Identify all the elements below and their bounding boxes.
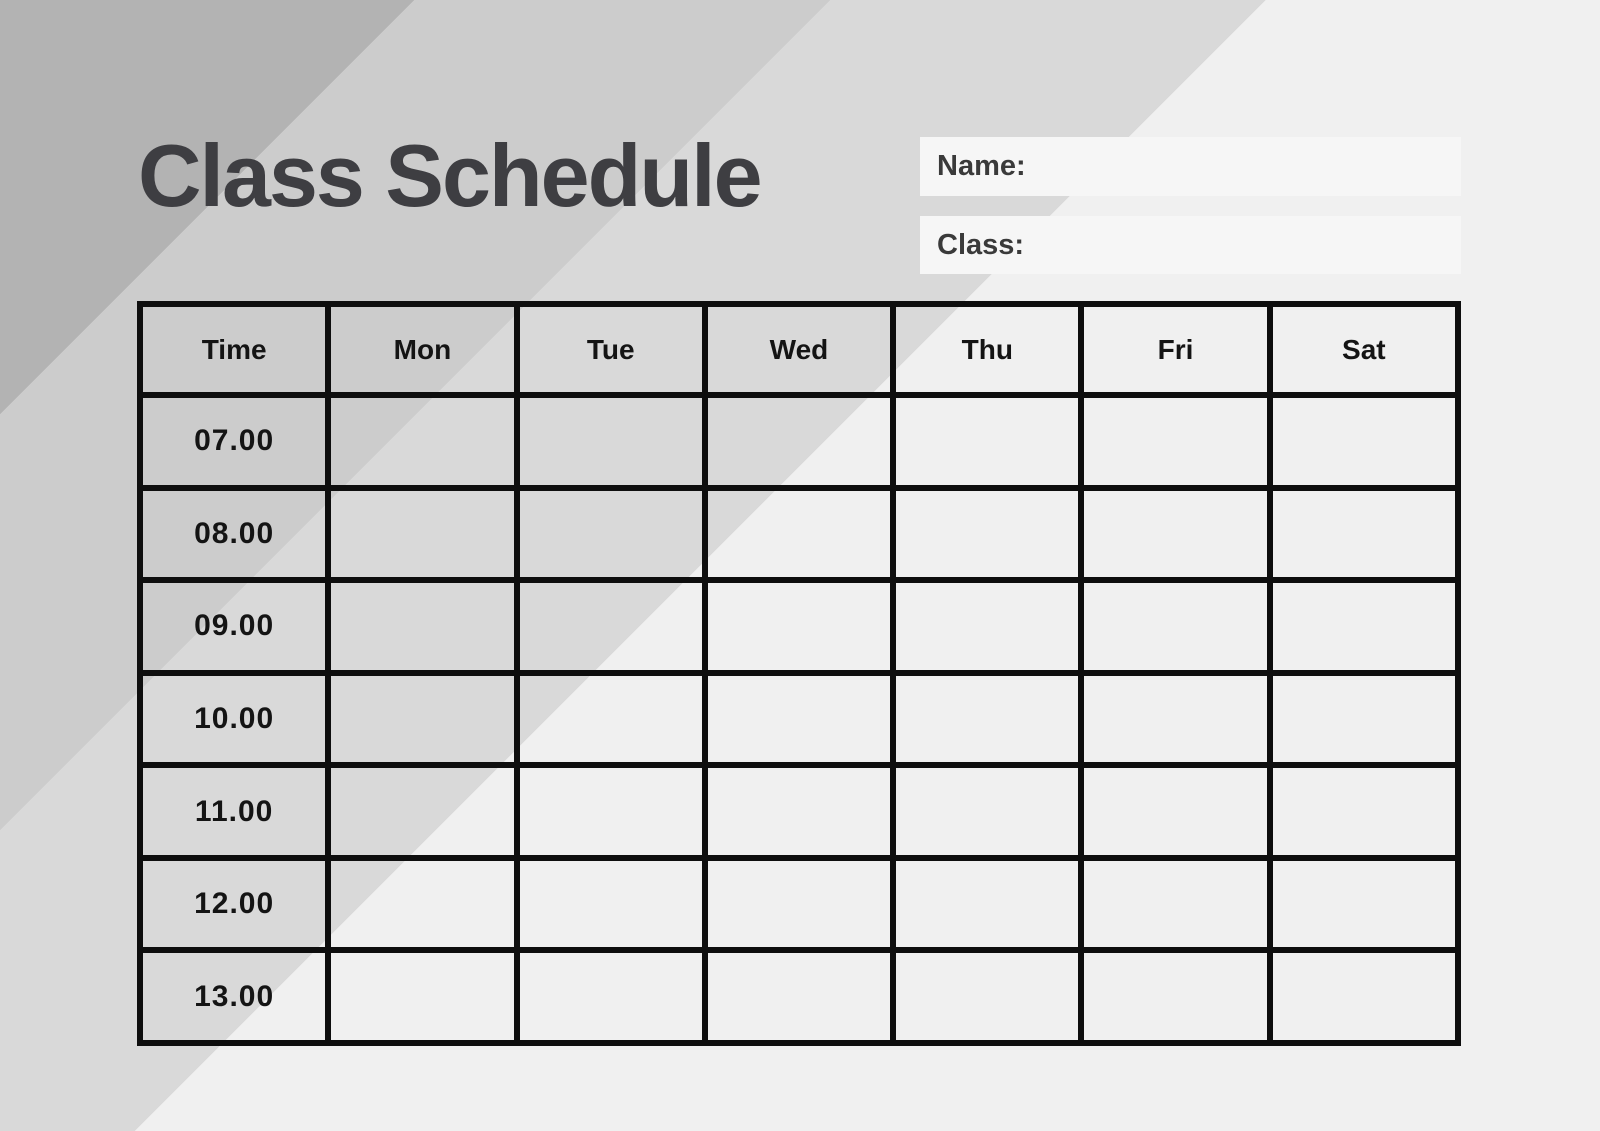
schedule-cell[interactable] <box>517 765 705 858</box>
schedule-cell[interactable] <box>893 580 1081 673</box>
schedule-cell[interactable] <box>517 488 705 581</box>
schedule-cell[interactable] <box>1270 858 1458 951</box>
col-header-sat: Sat <box>1270 304 1458 395</box>
schedule-cell[interactable] <box>328 488 516 581</box>
schedule-cell[interactable] <box>328 950 516 1043</box>
schedule-cell[interactable] <box>705 858 893 951</box>
table-row-0800 <box>140 488 1458 581</box>
time-cell: 11.00 <box>140 765 328 858</box>
schedule-cell[interactable] <box>328 858 516 951</box>
name-field-value[interactable] <box>1036 137 1461 196</box>
table-row-1000 <box>140 673 1458 766</box>
schedule-cell[interactable] <box>893 858 1081 951</box>
col-header-thu: Thu <box>893 304 1081 395</box>
schedule-cell[interactable] <box>517 673 705 766</box>
schedule-cell[interactable] <box>1270 950 1458 1043</box>
schedule-cell[interactable] <box>705 395 893 488</box>
table-row-0700 <box>140 395 1458 488</box>
name-field[interactable] <box>920 137 1461 196</box>
class-field[interactable] <box>920 216 1461 274</box>
schedule-cell[interactable] <box>328 580 516 673</box>
schedule-cell[interactable] <box>893 765 1081 858</box>
schedule-cell[interactable] <box>328 673 516 766</box>
schedule-cell[interactable] <box>328 395 516 488</box>
col-header-mon: Mon <box>328 304 516 395</box>
schedule-cell[interactable] <box>705 765 893 858</box>
schedule-cell[interactable] <box>1270 580 1458 673</box>
schedule-cell[interactable] <box>1270 488 1458 581</box>
class-field-label: Class: <box>937 228 1025 261</box>
time-cell: 07.00 <box>140 395 328 488</box>
time-cell: 12.00 <box>140 858 328 951</box>
time-cell: 10.00 <box>140 673 328 766</box>
page-title: Class Schedule <box>138 126 761 225</box>
schedule-cell[interactable] <box>517 858 705 951</box>
schedule-cell[interactable] <box>1081 858 1269 951</box>
header-row <box>140 304 1458 395</box>
time-cell: 09.00 <box>140 580 328 673</box>
schedule-cell[interactable] <box>893 488 1081 581</box>
schedule-cell[interactable] <box>1270 673 1458 766</box>
table-row-0900 <box>140 580 1458 673</box>
schedule-cell[interactable] <box>1270 765 1458 858</box>
table-row-1100 <box>140 765 1458 858</box>
time-cell: 13.00 <box>140 950 328 1043</box>
table-row-1200 <box>140 858 1458 951</box>
schedule-cell[interactable] <box>1081 395 1269 488</box>
schedule-cell[interactable] <box>1081 950 1269 1043</box>
schedule-cell[interactable] <box>893 950 1081 1043</box>
name-field-label: Name: <box>937 150 1026 182</box>
schedule-cell[interactable] <box>893 395 1081 488</box>
table-row-1300 <box>140 950 1458 1043</box>
schedule-cell[interactable] <box>1081 673 1269 766</box>
class-field-value[interactable] <box>1034 216 1461 274</box>
schedule-cell[interactable] <box>517 580 705 673</box>
schedule-cell[interactable] <box>517 395 705 488</box>
schedule-cell[interactable] <box>1270 395 1458 488</box>
schedule-table <box>137 301 1461 1046</box>
schedule-cell[interactable] <box>705 580 893 673</box>
schedule-cell[interactable] <box>1081 488 1269 581</box>
schedule-cell[interactable] <box>328 765 516 858</box>
schedule-cell[interactable] <box>705 673 893 766</box>
schedule-cell[interactable] <box>1081 765 1269 858</box>
schedule-cell[interactable] <box>705 488 893 581</box>
schedule-cell[interactable] <box>705 950 893 1043</box>
schedule-cell[interactable] <box>1081 580 1269 673</box>
col-header-fri: Fri <box>1081 304 1269 395</box>
schedule-cell[interactable] <box>517 950 705 1043</box>
col-header-wed: Wed <box>705 304 893 395</box>
schedule-cell[interactable] <box>893 673 1081 766</box>
col-header-time: Time <box>140 304 328 395</box>
col-header-tue: Tue <box>517 304 705 395</box>
time-cell: 08.00 <box>140 488 328 581</box>
